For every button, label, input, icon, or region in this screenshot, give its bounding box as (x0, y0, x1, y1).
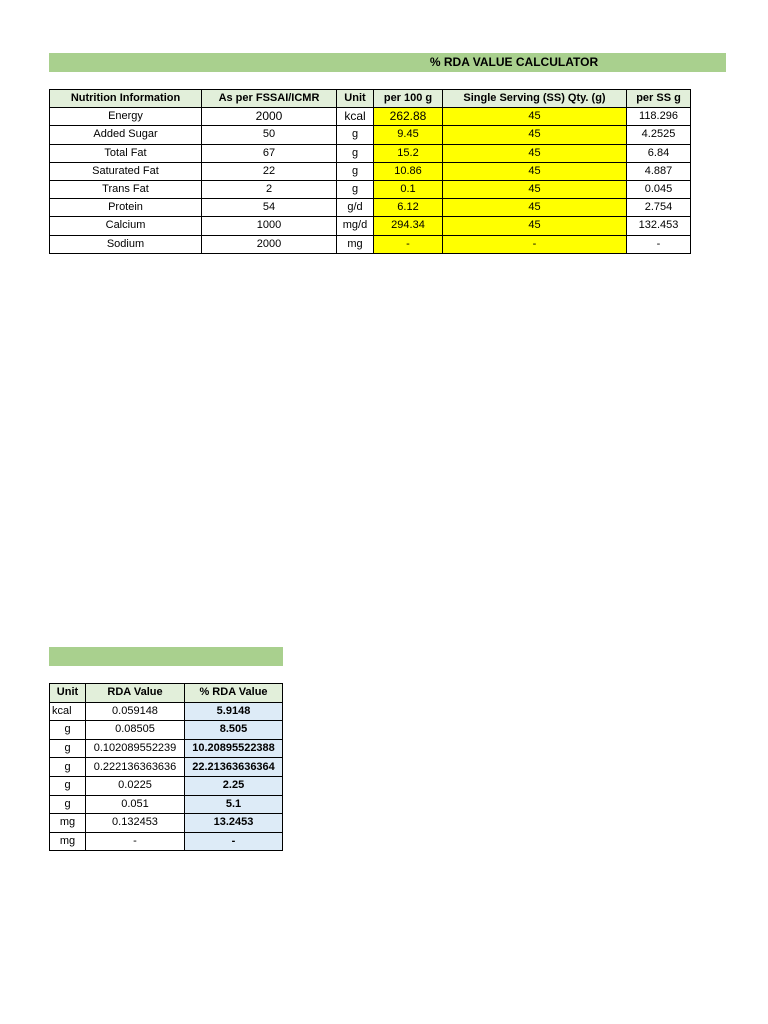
per-100g-input[interactable]: 294.34 (374, 217, 443, 235)
header-rda-value: RDA Value (86, 684, 185, 703)
nutrient-name: Protein (50, 199, 202, 217)
percent-rda-value: 13.2453 (185, 814, 283, 833)
table-row (50, 758, 283, 777)
per-100g-input[interactable]: 6.12 (374, 199, 443, 217)
rda-reference[interactable]: 22 (202, 162, 337, 180)
rda-value: 0.132453 (86, 814, 185, 833)
per-100g-input[interactable]: 0.1 (374, 180, 443, 198)
serving-qty-input[interactable]: 45 (443, 199, 627, 217)
serving-qty-input[interactable]: 45 (443, 144, 627, 162)
table-row (50, 235, 691, 253)
nutrient-name: Saturated Fat (50, 162, 202, 180)
unit: g/d (337, 199, 374, 217)
serving-qty-input[interactable]: 45 (443, 217, 627, 235)
unit: kcal (50, 702, 86, 721)
unit: g (337, 126, 374, 144)
unit: g (337, 162, 374, 180)
per-ss-value: 6.84 (627, 144, 691, 162)
nutrient-name: Total Fat (50, 144, 202, 162)
rda-value: 0.222136363636 (86, 758, 185, 777)
serving-qty-input[interactable]: - (443, 235, 627, 253)
serving-qty-input[interactable]: 45 (443, 126, 627, 144)
rda-reference[interactable]: 54 (202, 199, 337, 217)
percent-rda-value: - (185, 832, 283, 851)
serving-qty-input[interactable]: 45 (443, 108, 627, 126)
percent-rda-value: 5.1 (185, 795, 283, 814)
rda-value: - (86, 832, 185, 851)
per-ss-value: 132.453 (627, 217, 691, 235)
rda-value: 0.051 (86, 795, 185, 814)
table-row (50, 702, 283, 721)
percent-rda-value: 2.25 (185, 776, 283, 795)
rda-value: 0.059148 (86, 702, 185, 721)
table-row (50, 739, 283, 758)
table-row (50, 814, 283, 833)
header-nutrition-information: Nutrition Information (50, 90, 202, 108)
rda-reference[interactable]: 2000 (202, 235, 337, 253)
rda-value: 0.102089552239 (86, 739, 185, 758)
rda-value: 0.08505 (86, 721, 185, 740)
per-ss-value: 118.296 (627, 108, 691, 126)
rda-reference[interactable]: 2 (202, 180, 337, 198)
percent-rda-value: 10.20895522388 (185, 739, 283, 758)
unit: g (50, 776, 86, 795)
per-100g-input[interactable]: 262.88 (374, 108, 443, 126)
rda-table (49, 683, 283, 851)
rda-reference[interactable]: 50 (202, 126, 337, 144)
table-row (50, 180, 691, 198)
header-fssai-icmr: As per FSSAI/ICMR (202, 90, 337, 108)
table-row (50, 776, 283, 795)
percent-rda-value: 22.21363636364 (185, 758, 283, 777)
unit: g (337, 144, 374, 162)
per-100g-input[interactable]: 10.86 (374, 162, 443, 180)
unit: kcal (337, 108, 374, 126)
percent-rda-value: 5.9148 (185, 702, 283, 721)
per-100g-input[interactable]: - (374, 235, 443, 253)
header-unit: Unit (50, 684, 86, 703)
nutrient-name: Energy (50, 108, 202, 126)
per-ss-value: 4.887 (627, 162, 691, 180)
unit: g (50, 721, 86, 740)
nutrition-table (49, 89, 691, 254)
page-title: % RDA VALUE CALCULATOR (429, 55, 599, 69)
table-header-row (50, 684, 283, 703)
unit: mg (337, 235, 374, 253)
per-ss-value: 2.754 (627, 199, 691, 217)
unit: mg/d (337, 217, 374, 235)
title-bar (49, 53, 726, 72)
nutrient-name: Trans Fat (50, 180, 202, 198)
rda-section-bar (49, 647, 283, 666)
table-row (50, 795, 283, 814)
table-header-row (50, 90, 691, 108)
serving-qty-input[interactable]: 45 (443, 162, 627, 180)
unit: mg (50, 814, 86, 833)
per-ss-value: - (627, 235, 691, 253)
table-row (50, 144, 691, 162)
header-per-100g: per 100 g (374, 90, 443, 108)
rda-reference[interactable]: 1000 (202, 217, 337, 235)
table-row (50, 199, 691, 217)
table-row (50, 108, 691, 126)
table-row (50, 162, 691, 180)
table-row (50, 217, 691, 235)
per-ss-value: 0.045 (627, 180, 691, 198)
unit: mg (50, 832, 86, 851)
header-per-ss-g: per SS g (627, 90, 691, 108)
unit: g (50, 758, 86, 777)
nutrient-name: Calcium (50, 217, 202, 235)
percent-rda-value: 8.505 (185, 721, 283, 740)
header-unit: Unit (337, 90, 374, 108)
table-row (50, 832, 283, 851)
rda-reference[interactable]: 2000 (202, 108, 337, 126)
serving-qty-input[interactable]: 45 (443, 180, 627, 198)
unit: g (50, 795, 86, 814)
per-100g-input[interactable]: 15.2 (374, 144, 443, 162)
per-100g-input[interactable]: 9.45 (374, 126, 443, 144)
unit: g (50, 739, 86, 758)
per-ss-value: 4.2525 (627, 126, 691, 144)
header-single-serving: Single Serving (SS) Qty. (g) (443, 90, 627, 108)
table-row (50, 126, 691, 144)
nutrient-name: Sodium (50, 235, 202, 253)
unit: g (337, 180, 374, 198)
table-row (50, 721, 283, 740)
header-percent-rda-value: % RDA Value (185, 684, 283, 703)
rda-reference[interactable]: 67 (202, 144, 337, 162)
rda-value: 0.0225 (86, 776, 185, 795)
nutrient-name: Added Sugar (50, 126, 202, 144)
